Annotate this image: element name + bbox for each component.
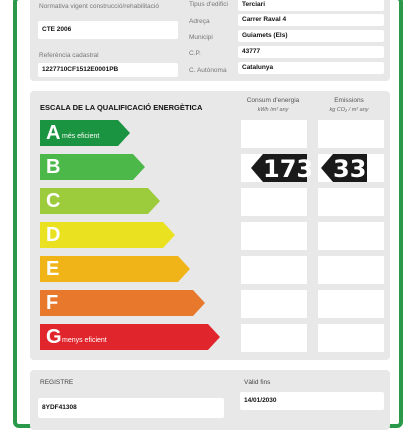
consumption-header: Consum d'energia [246,97,300,104]
consumption-cell [241,324,307,352]
band-e-shape [40,256,190,282]
band-letter: C [46,190,61,212]
emissions-cell [318,324,384,352]
valid-value: 14/01/2030 [244,397,277,404]
emissions-cell [318,188,384,216]
register-box [38,398,224,418]
band-letter: B [46,156,61,178]
type-value: Terciari [242,1,266,8]
band-a [40,120,130,146]
band-letter: D [46,224,61,246]
band-b [40,154,145,180]
band-c [40,188,160,214]
consumption-cell [241,290,307,318]
cadastre-box [38,63,178,77]
address-box [238,14,384,26]
consumption-value-badge [251,154,314,183]
region-box [238,62,384,74]
emissions-value-badge [321,154,367,182]
band-f-shape [40,290,205,316]
band-letter: E [46,258,60,280]
municipality-value: Guiamets (Els) [242,32,288,39]
consumption-value: 173 [263,155,314,183]
register-label: REGISTRE [40,379,74,386]
cadastre-label: Referència cadastral [39,52,99,59]
band-letter: G [46,326,62,348]
energy-scale-panel [30,91,390,360]
band-letter: A [46,122,61,144]
address-value: Carrer Raval 4 [242,16,287,23]
consumption-cell [241,120,307,148]
building-info-panel [30,0,390,81]
postal-label: C.P. [189,50,201,57]
emissions-value: 33 [333,155,367,183]
consumption-cell [241,222,307,250]
municipality-label: Municipi [189,34,213,41]
emissions-cell [318,290,384,318]
cadastre-value: 1227710CF1512E0001PB [42,66,119,73]
register-value: 8YDF41308 [42,404,77,411]
emissions-header: Emissions [334,97,364,104]
band-letter: F [46,292,59,314]
band-e [40,256,190,282]
band-caption: més eficient [62,133,100,140]
emissions-unit: kg CO₂ / m² any [329,107,369,113]
region-label: C. Autònoma [189,67,227,74]
type-box [238,0,384,11]
emissions-cell [318,256,384,284]
address-label: Adreça [189,18,210,25]
band-caption: menys eficient [62,337,107,344]
emissions-cell [318,120,384,148]
band-d [40,222,175,248]
band-f [40,290,205,316]
valid-box [240,392,384,410]
region-value: Catalunya [242,64,274,71]
consumption-unit: kWh /m² any [257,107,289,113]
emissions-cell [318,222,384,250]
scale-title: ESCALA DE LA QUALIFICACIÓ ENERGÈTICA [40,103,203,112]
type-label: Tipus d'edifici [189,1,228,8]
consumption-cell [241,188,307,216]
band-g [40,324,220,350]
municipality-box [238,30,384,42]
valid-label: Vàlid fins [244,379,271,386]
consumption-cell [241,256,307,284]
postal-box [238,46,384,58]
postal-value: 43777 [242,48,261,55]
regulation-box [38,21,178,39]
registry-panel [30,370,390,430]
regulation-value: CTE 2006 [42,26,72,33]
regulation-label: Normativa vigent construcció/rehabilitació [39,3,159,10]
